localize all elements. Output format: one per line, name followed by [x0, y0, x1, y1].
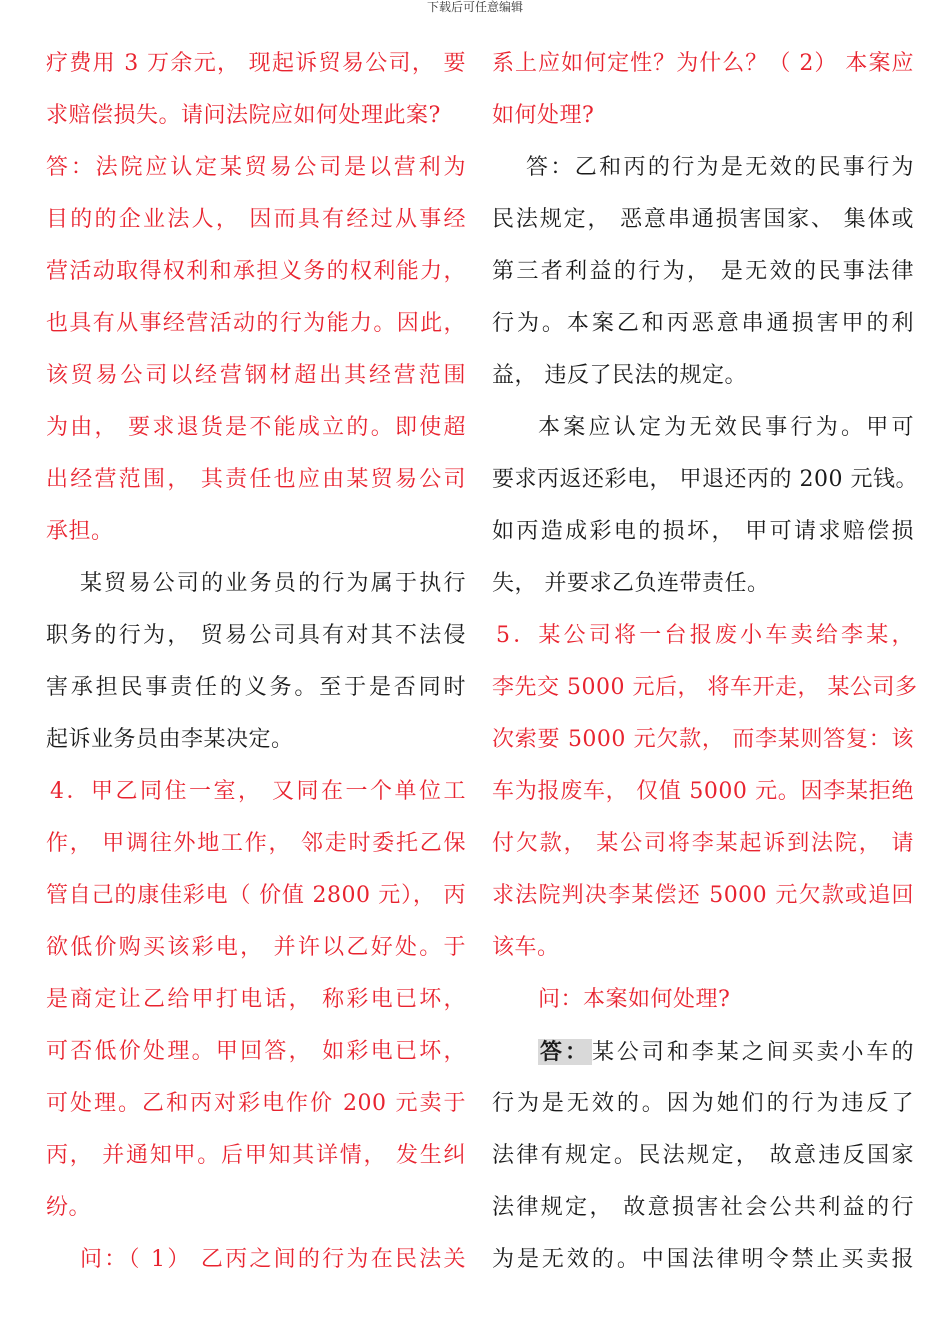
right-text-line: [492, 350, 914, 402]
right-text-line: [492, 454, 918, 506]
line-text: 问：本案如何处理?: [538, 987, 731, 1012]
line-text: 为是无效的。中国法律明令禁止买卖报: [492, 1247, 914, 1272]
line-text: 第三者利益的行为， 是无效的民事法律: [492, 259, 914, 284]
left-text-line: [46, 1078, 466, 1130]
left-text-line: [46, 194, 466, 246]
right-text-line: [492, 870, 914, 922]
line-text: 车为报废车， 仅值 5000 元。因李某拒绝: [492, 779, 914, 804]
line-text: 失， 并要求乙负连带责任。: [492, 571, 770, 596]
right-text-line: [492, 506, 914, 558]
left-text-line: [46, 1182, 466, 1234]
line-text: 承担。: [46, 519, 114, 544]
left-text-line: [46, 454, 466, 506]
right-text-line: [492, 558, 914, 610]
left-text-line: [46, 610, 466, 662]
line-text: 也具有从事经营活动的行为能力。因此，: [46, 311, 466, 336]
right-text-line: [492, 246, 914, 298]
line-text: 答：乙和丙的行为是无效的民事行为: [526, 155, 914, 180]
right-column: [492, 38, 918, 1286]
line-text: 求法院判决李某偿还 5000 元欠款或追回: [492, 883, 914, 908]
left-text-line: [46, 90, 466, 142]
line-text: 答：法院应认定某贸易公司是以营利为: [46, 155, 466, 180]
line-text: 是商定让乙给甲打电话， 称彩电已坏，: [46, 987, 466, 1012]
line-text: 欲低价购买该彩电， 并许以乙好处。于: [46, 935, 466, 960]
left-text-line: [46, 558, 466, 610]
left-text-line: [46, 1234, 466, 1286]
line-text: 目的的企业法人， 因而具有经过从事经: [46, 207, 466, 232]
right-text-line: [492, 1026, 914, 1078]
line-text: 本案应认定为无效民事行为。甲可: [538, 415, 914, 440]
left-text-line: [46, 1130, 466, 1182]
line-text: 管自己的康佳彩电（ 价值 2800 元）， 丙: [46, 883, 466, 908]
right-text-line: [492, 142, 914, 194]
right-text-line: [492, 90, 914, 142]
left-text-line: [46, 818, 466, 870]
right-text-line: [492, 818, 914, 870]
line-text: 法律有规定。民法规定， 故意违反国家: [492, 1143, 914, 1168]
line-text: 出经营范围， 其责任也应由某贸易公司: [46, 467, 466, 492]
line-text: 该贸易公司以经营钢材超出其经营范围: [46, 363, 466, 388]
left-text-line: [46, 662, 466, 714]
line-text: 要求丙返还彩电， 甲退还丙的 200 元钱。: [492, 467, 918, 492]
left-text-line: [46, 298, 466, 350]
line-text: 该车。: [492, 935, 560, 960]
left-text-line: [46, 766, 466, 818]
line-text: 5．某公司将一台报废小车卖给李某，: [496, 623, 914, 648]
left-text-line: [46, 402, 466, 454]
line-text: 可处理。乙和丙对彩电作价 200 元卖于: [46, 1091, 466, 1116]
right-text-line: [492, 298, 914, 350]
right-text-line: [492, 714, 914, 766]
right-text-line: [492, 1130, 914, 1182]
right-text-line: [492, 38, 914, 90]
line-text: 李先交 5000 元后， 将车开走， 某公司多: [492, 675, 918, 700]
line-text: 法律规定， 故意损害社会公共利益的行: [492, 1195, 914, 1220]
left-text-line: [46, 506, 466, 558]
line-text: 付欠款， 某公司将李某起诉到法院， 请: [492, 831, 914, 856]
page-header: 下载后可任意编辑: [426, 0, 523, 14]
line-text: 行为是无效的。因为她们的行为违反了: [492, 1091, 914, 1116]
line-text: 如何处理?: [492, 103, 595, 128]
line-text: 系上应如何定性？为什么？（ 2） 本案应: [492, 51, 914, 76]
line-text: 起诉业务员由李某决定。: [46, 727, 294, 752]
left-text-line: [46, 1026, 466, 1078]
line-text: 4．甲乙同住一室， 又同在一个单位工: [50, 779, 466, 804]
line-text: 民法规定， 恶意串通损害国家、 集体或: [492, 207, 914, 232]
right-text-line: [492, 610, 914, 662]
line-text: 纷。: [46, 1195, 92, 1220]
right-text-line: [492, 922, 914, 974]
line-text: 益， 违反了民法的规定。: [492, 363, 747, 388]
line-text: 为由， 要求退货是不能成立的。即使超: [46, 415, 466, 440]
line-text: 害承担民事责任的义务。至于是否同时: [46, 675, 466, 700]
left-column: [46, 38, 466, 1286]
right-text-line: [492, 1078, 914, 1130]
left-text-line: [46, 350, 466, 402]
right-text-line: [492, 662, 918, 714]
left-text-line: [46, 922, 466, 974]
answer-highlight: 答：: [540, 1039, 590, 1065]
line-text: 可否低价处理。甲回答， 如彩电已坏，: [46, 1039, 466, 1064]
right-text-line: [492, 402, 914, 454]
left-text-line: [46, 38, 466, 90]
line-text: 求赔偿损失。请问法院应如何处理此案?: [46, 103, 441, 128]
line-text: 职务的行为， 贸易公司具有对其不法侵: [46, 623, 466, 648]
left-text-line: [46, 142, 466, 194]
line-text: 丙， 并通知甲。后甲知其详情， 发生纠: [46, 1143, 466, 1168]
line-text: 问：（ 1） 乙丙之间的行为在民法关: [80, 1247, 466, 1272]
line-text: 某公司和李某之间买卖小车的: [591, 1040, 914, 1065]
line-text: 行为。本案乙和丙恶意串通损害甲的利: [492, 311, 914, 336]
right-text-line: [492, 974, 914, 1026]
line-text: 营活动取得权利和承担义务的权利能力，: [46, 259, 466, 284]
left-text-line: [46, 246, 466, 298]
line-text: 作， 甲调往外地工作， 邻走时委托乙保: [46, 831, 466, 856]
line-text: 如丙造成彩电的损坏， 甲可请求赔偿损: [492, 519, 914, 544]
line-text: 某贸易公司的业务员的行为属于执行: [80, 571, 466, 596]
left-text-line: [46, 974, 466, 1026]
left-text-line: [46, 870, 466, 922]
right-text-line: [492, 766, 914, 818]
right-text-line: [492, 1182, 914, 1234]
line-text: 次索要 5000 元欠款， 而李某则答复：该: [492, 727, 914, 752]
line-text: 疗费用 3 万余元， 现起诉贸易公司， 要: [46, 51, 466, 76]
right-text-line: [492, 1234, 914, 1286]
right-text-line: [492, 194, 914, 246]
left-text-line: [46, 714, 466, 766]
